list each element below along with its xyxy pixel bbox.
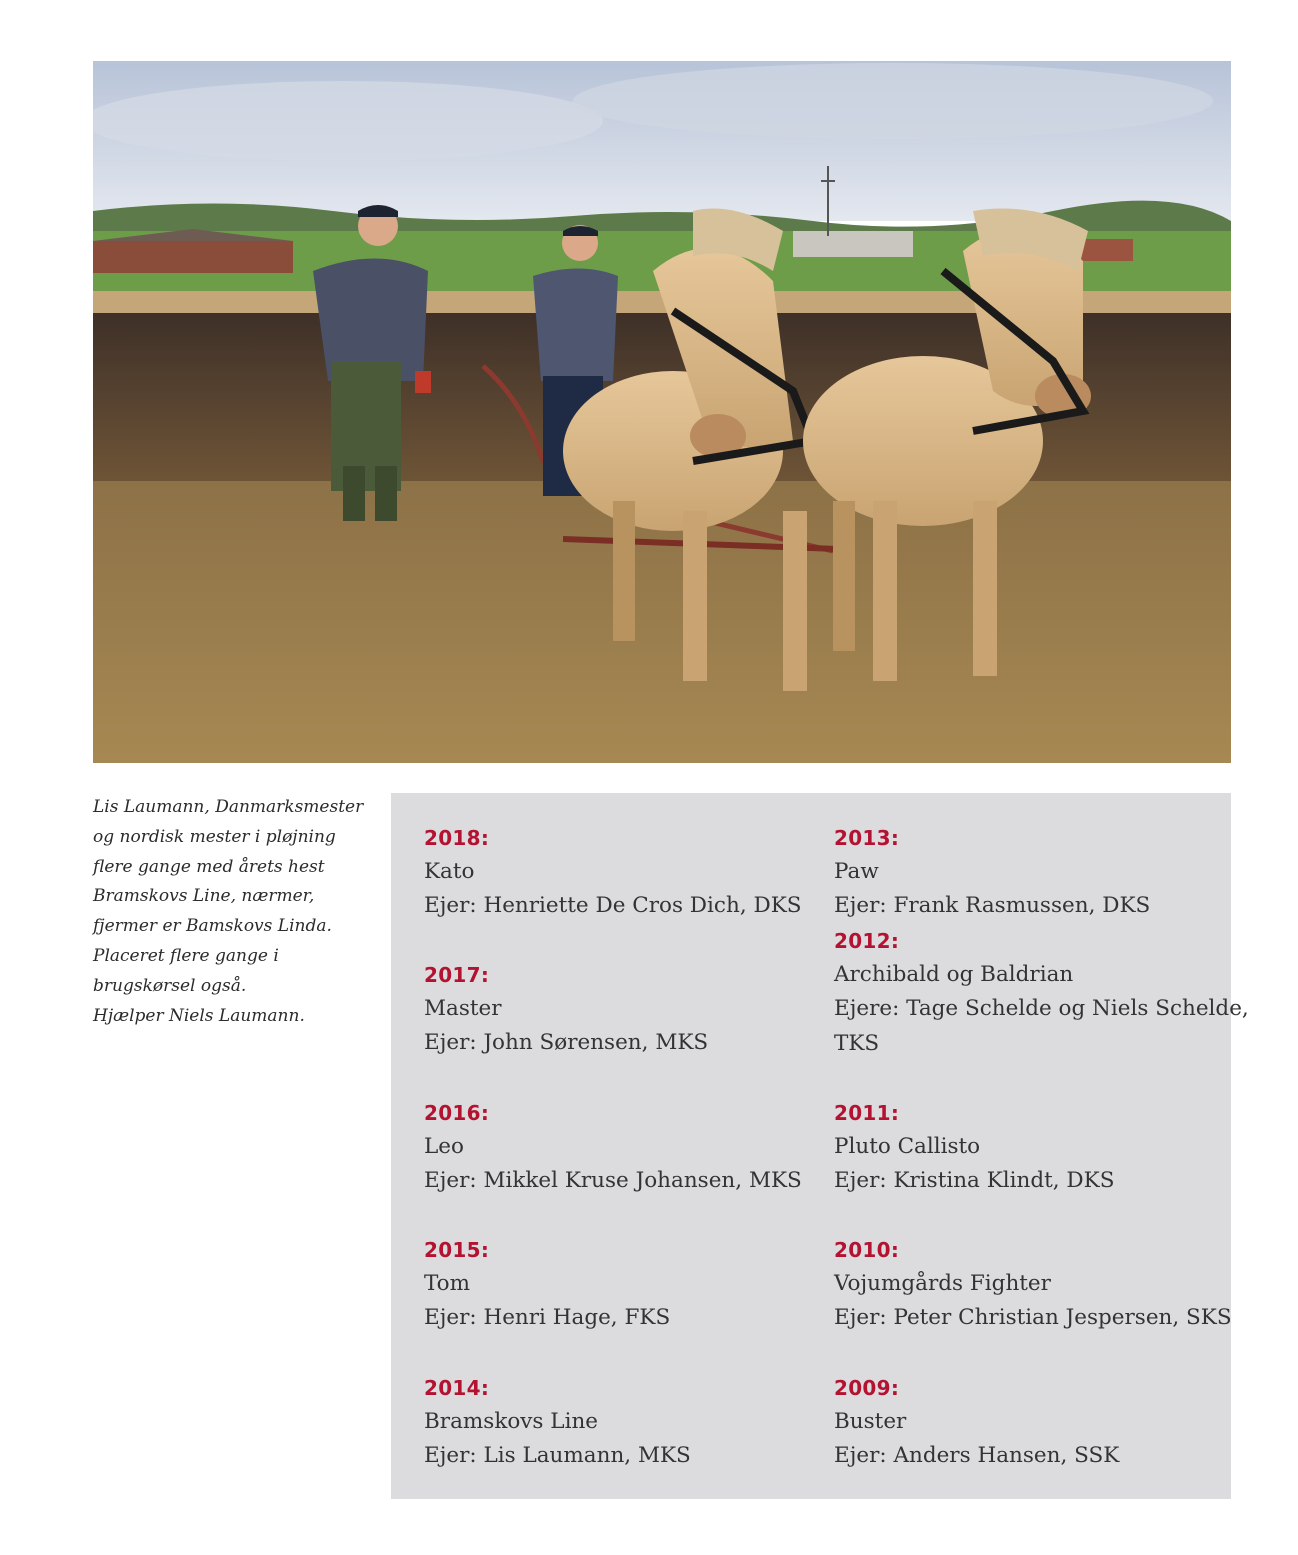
- winner-horse: Paw: [834, 859, 879, 884]
- winner-owner: Ejer: Frank Rasmussen, DKS: [834, 893, 1151, 919]
- winner-owner: Ejer: Mikkel Kruse Johansen, MKS: [424, 1168, 802, 1194]
- horses-ploughing-image: [93, 61, 1231, 763]
- winner-entry: [834, 1371, 1214, 1474]
- winner-year: 2010:: [834, 1238, 900, 1262]
- caption-line: fjermer er Bamskovs Linda.: [93, 916, 332, 937]
- winner-entry: [834, 1233, 1232, 1336]
- winner-horse: Bramskovs Line: [424, 1409, 599, 1434]
- winner-horse: Tom: [424, 1271, 471, 1296]
- winner-owner: Ejer: Kristina Klindt, DKS: [834, 1168, 1115, 1194]
- photo-caption: [93, 793, 363, 1031]
- winner-year: 2011:: [834, 1101, 900, 1125]
- winner-entry: [424, 958, 804, 1061]
- winner-horse: Archibald og Baldrian: [834, 962, 1074, 987]
- winner-year: 2015:: [424, 1238, 490, 1262]
- winner-entry: [424, 821, 804, 924]
- hero-photo: [93, 61, 1231, 763]
- winner-entry: [834, 924, 1249, 1061]
- caption-line: Hjælper Niels Laumann.: [93, 1005, 305, 1026]
- winner-year: 2014:: [424, 1376, 490, 1400]
- winner-owner: Ejer: Henriette De Cros Dich, DKS: [424, 893, 802, 919]
- winner-year: 2012:: [834, 929, 900, 953]
- winner-horse: Leo: [424, 1134, 464, 1159]
- winner-owner-continued: TKS: [834, 1030, 880, 1056]
- winner-entry: [834, 1096, 1214, 1199]
- winner-year: 2018:: [424, 826, 490, 850]
- winner-owner: Ejer: Anders Hansen, SSK: [834, 1443, 1120, 1469]
- winners-list-box: [391, 793, 1249, 1499]
- winner-owner: Ejer: Lis Laumann, MKS: [424, 1443, 691, 1469]
- winner-year: 2013:: [834, 826, 900, 850]
- caption-line: Placeret flere gange i: [93, 945, 279, 966]
- caption-line: brugskørsel også.: [93, 975, 247, 996]
- winner-owner: Ejer: Peter Christian Jespersen, SKS: [834, 1305, 1232, 1331]
- winner-owner: Ejere: Tage Schelde og Niels Schelde,: [834, 996, 1249, 1022]
- winner-horse: Buster: [834, 1409, 907, 1434]
- winner-owner: Ejer: John Sørensen, MKS: [424, 1030, 709, 1056]
- winner-year: 2009:: [834, 1376, 900, 1400]
- caption-line: Bramskovs Line, nærmer,: [93, 886, 315, 907]
- winner-entry: [424, 1233, 804, 1336]
- caption-line: og nordisk mester i pløjning: [93, 826, 336, 847]
- winner-year: 2016:: [424, 1101, 490, 1125]
- winner-horse: Pluto Callisto: [834, 1134, 981, 1159]
- winner-horse: Master: [424, 996, 502, 1021]
- caption-line: flere gange med årets hest: [93, 856, 325, 877]
- winner-horse: Kato: [424, 859, 475, 884]
- winner-entry: [424, 1096, 804, 1199]
- winner-year: 2017:: [424, 963, 490, 987]
- caption-line: Lis Laumann, Danmarksmester: [93, 797, 364, 817]
- winner-entry: [424, 1371, 804, 1474]
- winner-horse: Vojumgårds Fighter: [834, 1271, 1051, 1296]
- winner-owner: Ejer: Henri Hage, FKS: [424, 1305, 671, 1331]
- winner-entry: [834, 821, 1214, 924]
